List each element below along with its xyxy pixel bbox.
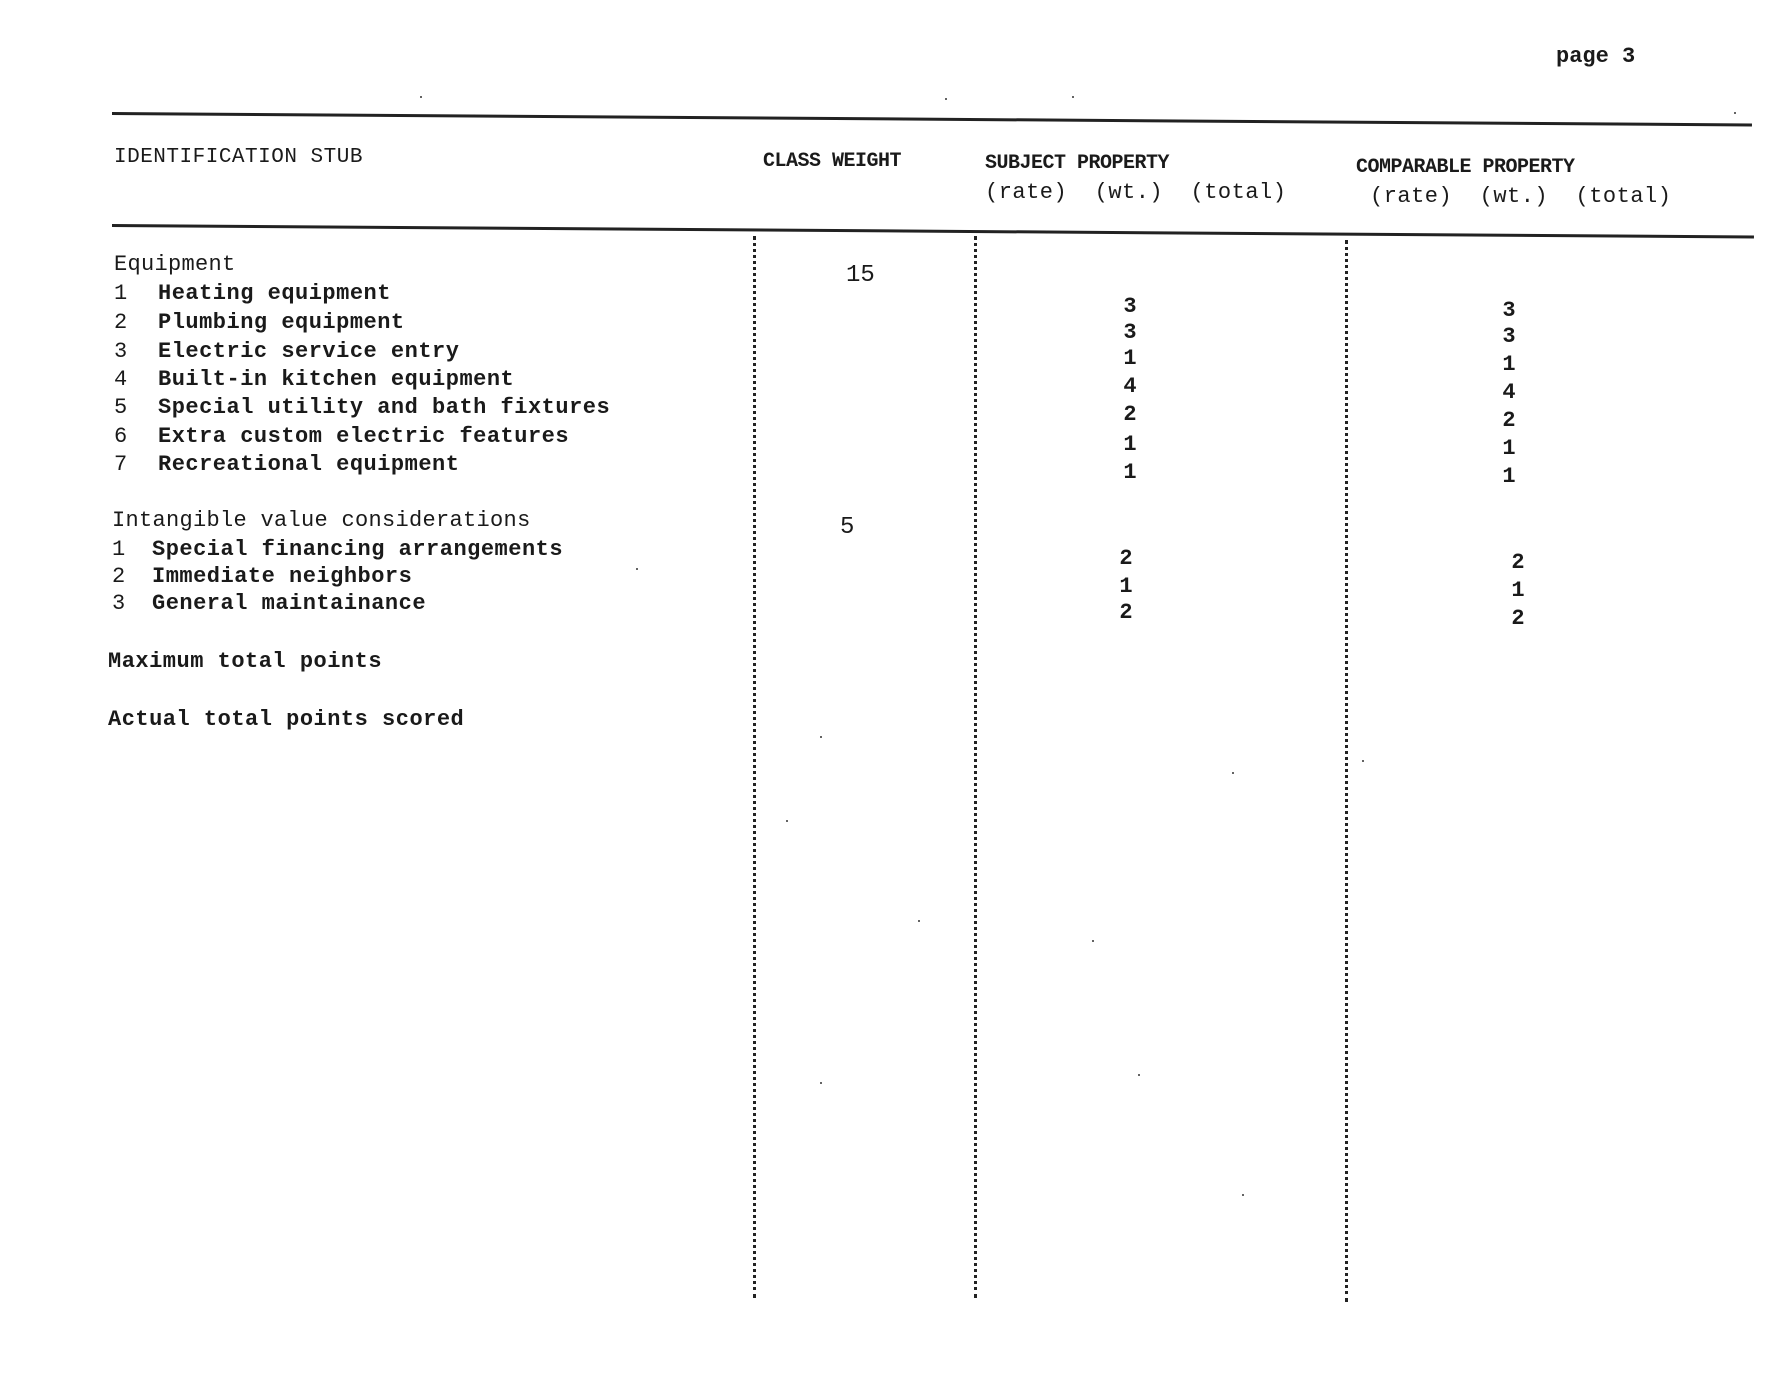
scan-speck	[786, 820, 788, 822]
divider-weight-subject	[974, 236, 977, 1298]
item-label: Electric service entry	[158, 339, 460, 364]
scan-speck	[1242, 1194, 1244, 1196]
section-title-intangible: Intangible value considerations	[112, 508, 531, 533]
subject-rate: 3	[1123, 320, 1137, 345]
item-label: Special utility and bath fixtures	[158, 395, 611, 420]
comparable-rate: 2	[1502, 408, 1516, 433]
class-weight-header: CLASS WEIGHT	[763, 150, 902, 173]
scan-speck	[1362, 760, 1364, 762]
maximum-total-points: Maximum total points	[108, 649, 383, 674]
list-item	[112, 563, 412, 591]
scan-speck	[1092, 940, 1094, 942]
scan-speck	[420, 96, 422, 98]
scan-speck	[820, 1082, 822, 1084]
scan-speck	[1138, 1074, 1140, 1076]
subject-rate: 1	[1123, 460, 1137, 485]
top-rule	[112, 112, 1752, 126]
comparable-property-subheader: (rate) (wt.) (total)	[1370, 184, 1672, 209]
scan-speck	[636, 568, 638, 570]
comparable-rate: 1	[1502, 464, 1516, 489]
scan-speck	[918, 920, 920, 922]
list-item	[114, 338, 459, 366]
item-label: Immediate neighbors	[152, 564, 413, 589]
item-number: 2	[114, 310, 128, 335]
item-label: Heating equipment	[158, 281, 391, 306]
comparable-rate: 1	[1511, 578, 1525, 603]
divider-subject-comparable	[1345, 240, 1348, 1302]
comparable-rate: 3	[1502, 324, 1516, 349]
item-label: Plumbing equipment	[158, 310, 405, 335]
item-number: 7	[114, 452, 128, 477]
subject-rate: 3	[1123, 294, 1137, 319]
class-weight-intangible: 5	[840, 514, 855, 541]
subject-rate: 2	[1119, 600, 1133, 625]
comparable-property-header: COMPARABLE PROPERTY	[1356, 156, 1575, 179]
item-number: 3	[114, 339, 128, 364]
item-label: General maintainance	[152, 591, 427, 616]
subject-rate: 2	[1123, 402, 1137, 427]
item-number: 1	[114, 281, 128, 306]
comparable-rate: 1	[1502, 352, 1516, 377]
list-item	[112, 536, 563, 564]
item-label: Special financing arrangements	[152, 537, 564, 562]
list-item	[114, 280, 391, 308]
scan-speck	[1232, 772, 1234, 774]
section-title-equipment: Equipment	[114, 252, 236, 277]
list-item	[114, 309, 405, 337]
comparable-rate: 1	[1502, 436, 1516, 461]
scan-speck	[820, 736, 822, 738]
subject-rate: 1	[1119, 574, 1133, 599]
comparable-rate: 4	[1502, 380, 1516, 405]
list-item	[114, 451, 459, 479]
page-number: page 3	[1556, 44, 1636, 69]
item-number: 5	[114, 395, 128, 420]
subject-rate: 4	[1123, 374, 1137, 399]
scan-speck	[1072, 96, 1074, 98]
list-item	[114, 366, 514, 394]
item-label: Recreational equipment	[158, 452, 460, 477]
subject-property-subheader: (rate) (wt.) (total)	[985, 180, 1287, 205]
item-label: Extra custom electric features	[158, 424, 570, 449]
item-number: 2	[112, 564, 126, 589]
divider-stub-weight	[753, 236, 756, 1298]
scan-speck	[1734, 112, 1736, 114]
list-item	[114, 423, 569, 451]
item-number: 4	[114, 367, 128, 392]
actual-total-points-scored: Actual total points scored	[108, 707, 465, 732]
item-label: Built-in kitchen equipment	[158, 367, 515, 392]
item-number: 6	[114, 424, 128, 449]
list-item	[112, 590, 426, 618]
comparable-rate: 2	[1511, 550, 1525, 575]
class-weight-equipment: 15	[846, 262, 875, 289]
subject-rate: 2	[1119, 546, 1133, 571]
subject-rate: 1	[1123, 432, 1137, 457]
list-item	[114, 394, 610, 422]
identification-stub-header: IDENTIFICATION STUB	[114, 146, 363, 169]
scan-speck	[945, 98, 947, 100]
comparable-rate: 2	[1511, 606, 1525, 631]
comparable-rate: 3	[1502, 298, 1516, 323]
item-number: 1	[112, 537, 126, 562]
subject-property-header: SUBJECT PROPERTY	[985, 152, 1170, 175]
header-rule	[112, 224, 1754, 238]
subject-rate: 1	[1123, 346, 1137, 371]
item-number: 3	[112, 591, 126, 616]
